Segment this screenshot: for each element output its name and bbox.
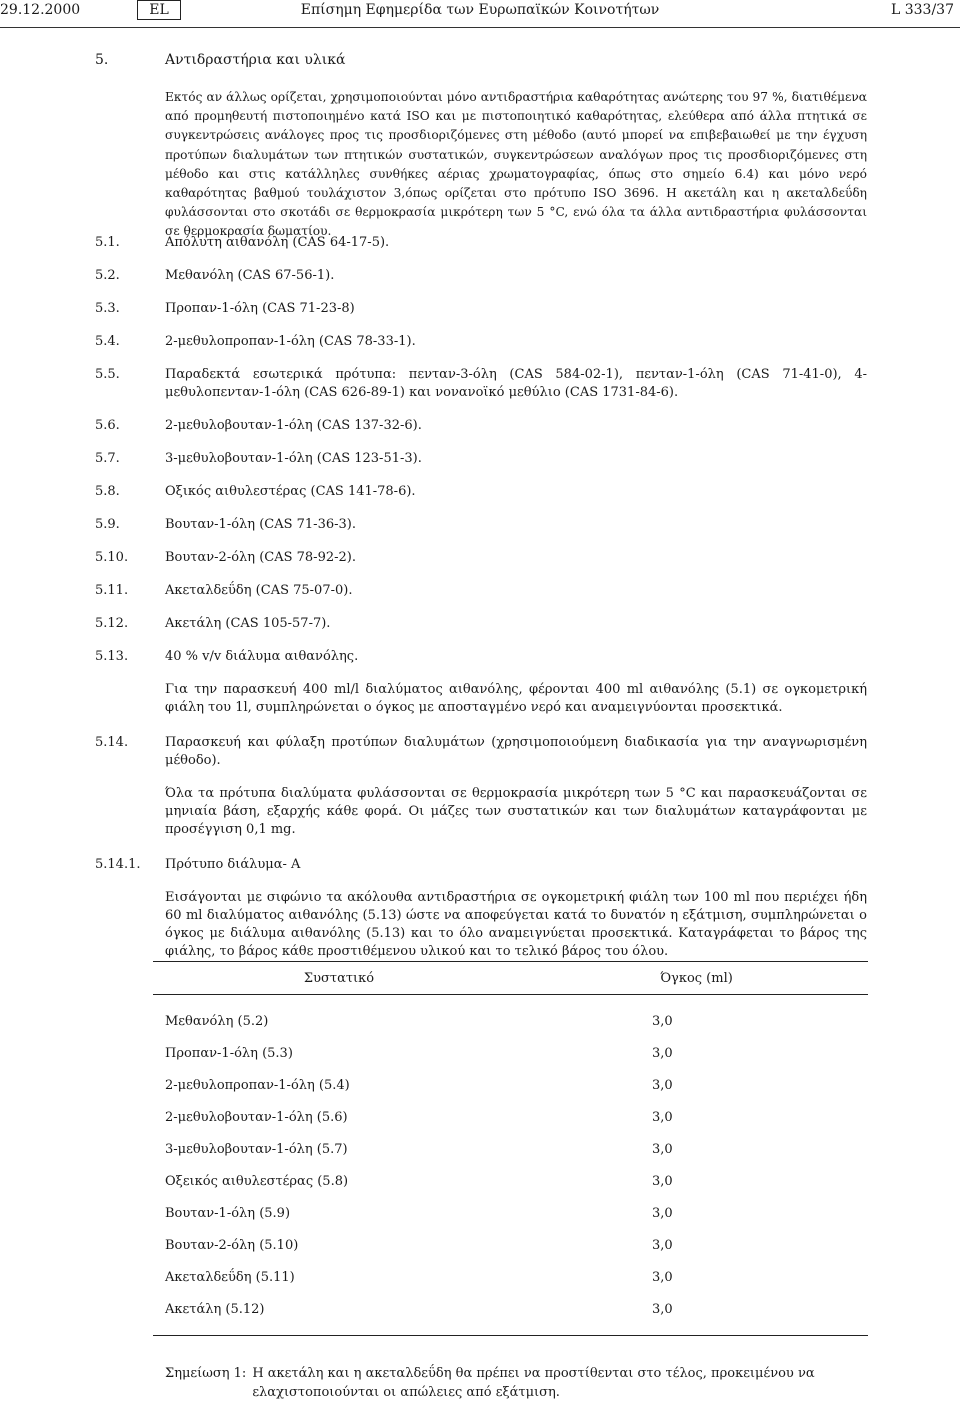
table-cell: 3,0 [652,1237,673,1253]
table-row [153,1261,868,1293]
table-cell: Βουταν-2-όλη (5.10) [165,1237,299,1253]
table-cell: Βουταν-1-όλη (5.9) [165,1205,291,1221]
item-number: 5.14.1. [95,857,141,872]
list-item [95,300,867,318]
item-text: Πρότυπο διάλυμα- Α [165,857,301,872]
section-number: 5. [95,52,109,68]
item-text: Προπαν-1-όλη (CAS 71-23-8) [165,301,355,316]
item-number: 5.4. [95,334,120,349]
item-text: Απόλυτη αιθανόλη (CAS 64-17-5). [165,235,390,250]
item-text: Βουταν-1-όλη (CAS 71-36-3). [165,517,356,532]
table-cell: 3,0 [652,1045,673,1061]
note-label: Σημείωση 1: [165,1366,247,1381]
paragraph-5-14: Όλα τα πρότυπα διαλύματα φυλάσσονται σε θερμοκρασία μικρότερη των 5 °C και παρασκευάζονται σε μηνιαία βάση, εξαρχής κάθε φορά. Οι μάζες των συστατικών και των διαλυμάτων καταγράφονται με προσέγγιση 0,1 mg. [165,786,867,837]
table-spacer [153,995,868,1006]
item-text: 3-μεθυλοβουταν-1-όλη (CAS 123-51-3). [165,451,422,466]
standard-solution-table [153,961,868,1336]
column-header-volume: Όγκος (ml) [525,962,868,995]
section-heading [95,52,346,68]
reagent-list [95,234,867,978]
table-row [153,1197,868,1229]
list-item [95,483,867,501]
table-cell: 3,0 [652,1301,673,1317]
item-text: Παρασκευή και φύλαξη προτύπων διαλυμάτων (χρησιμοποιούμενη διαδικασία για την αναγνωρισμένη μέθοδο). [165,735,867,768]
item-number: 5.9. [95,517,120,532]
table-cell: Οξεικός αιθυλεστέρας (5.8) [165,1173,349,1189]
item-text: Ακετάλη (CAS 105-57-7). [165,616,331,631]
item-number: 5.11. [95,583,129,598]
table-cell: 3,0 [652,1141,673,1157]
table-row [153,1037,868,1069]
item-text: 40 % v/v διάλυμα αιθανόλης. [165,649,359,664]
table-row [153,1229,868,1261]
item-text: 2-μεθυλοπροπαν-1-όλη (CAS 78-33-1). [165,334,416,349]
table-cell: Προπαν-1-όλη (5.3) [165,1045,293,1061]
list-item [95,450,867,468]
table-cell: 2-μεθυλοπροπαν-1-όλη (5.4) [165,1077,350,1093]
list-item [95,648,867,666]
page-header [0,0,960,30]
table-cell: 3,0 [652,1269,673,1285]
table-cell: 3,0 [652,1109,673,1125]
item-number: 5.3. [95,301,120,316]
footnote [165,1364,867,1402]
table-cell: Ακεταλδεΰδη (5.11) [165,1269,295,1285]
item-number: 5.6. [95,418,120,433]
table-cell: 3-μεθυλοβουταν-1-όλη (5.7) [165,1141,348,1157]
table-row [153,1133,868,1165]
item-text: Μεθανόλη (CAS 67-56-1). [165,268,335,283]
paragraph-5-13: Για την παρασκευή 400 ml/l διαλύματος αιθανόλης, φέρονται 400 ml αιθανόλης (5.1) σε ογκομετρική φιάλη του 1l, συμπληρώνεται ο όγκος με αποσταγμένο νερό και αναμειγνύονται προσεκτικά. [165,682,867,715]
table-cell: Μεθανόλη (5.2) [165,1013,269,1029]
list-item [95,333,867,351]
item-number: 5.5. [95,367,120,382]
item-text: Παραδεκτά εσωτερικά πρότυπα: πενταν-3-όλη (CAS 584-02-1), πενταν-1-όλη (CAS 71-41-0), 4-μεθυλοπενταν-1-όλη (CAS 626-89-1) και νονανοϊκό μεθύλιο (CAS 1731-84-6). [165,367,867,400]
note-text: Η ακετάλη και η ακεταλδεΰδη θα πρέπει να προστίθενται στο τέλος, προκειμένου να ελαχιστοποιούνται οι απώλειες από εξάτμιση. [252,1366,815,1400]
list-item [95,417,867,435]
list-item [95,582,867,600]
item-number: 5.14. [95,735,129,750]
table-row [153,1165,868,1197]
list-item [95,615,867,633]
list-item [95,549,867,567]
item-number: 5.13. [95,649,129,664]
list-item [95,856,867,874]
table-cell: 3,0 [652,1013,673,1029]
paragraph-5-14-1: Εισάγονται με σιφώνιο τα ακόλουθα αντιδραστήρια σε ογκομετρική φιάλη των 100 ml που περιέχει ήδη 60 ml διαλύματος αιθανόλης (5.13) ώστε να αποφεύγεται κατά το δυνατόν η εξάτμιση, συμπληρώνεται ο όγκος με διάλυμα αιθανόλης (5.13) και το όλο αναμειγνύεται προσεκτικά. Καταγράφεται το βάρος της φιάλης, το βάρος κάθε προστιθέμενου υλικού και το τελικό βάρος του όλου. [165,890,867,959]
item-number: 5.10. [95,550,129,565]
list-item [95,267,867,285]
publication-date: 29.12.2000 [0,2,81,18]
table-row [153,1293,868,1325]
item-number: 5.1. [95,235,120,250]
item-number: 5.8. [95,484,120,499]
item-text: Βουταν-2-όλη (CAS 78-92-2). [165,550,356,565]
header-rule [0,27,960,28]
item-text: Οξικός αιθυλεστέρας (CAS 141-78-6). [165,484,416,499]
table-header-row [153,962,868,995]
language-code-box: EL [137,0,181,20]
list-item [95,516,867,534]
page-number: L 333/37 [891,2,954,18]
table-spacer [153,1325,868,1336]
item-number: 5.12. [95,616,129,631]
list-item [95,234,867,252]
list-item [95,366,867,402]
table-cell: 3,0 [652,1205,673,1221]
table-cell: Ακετάλη (5.12) [165,1301,265,1317]
table-cell: 3,0 [652,1077,673,1093]
journal-title: Επίσημη Εφημερίδα των Ευρωπαϊκών Κοινοτήτων [300,2,660,18]
table-cell: 3,0 [652,1173,673,1189]
table-row [153,1005,868,1037]
table-row [153,1101,868,1133]
table-row [153,1069,868,1101]
list-item [95,734,867,770]
item-text: Ακεταλδεΰδη (CAS 75-07-0). [165,583,353,598]
table-cell: 2-μεθυλοβουταν-1-όλη (5.6) [165,1109,348,1125]
item-text: 2-μεθυλοβουταν-1-όλη (CAS 137-32-6). [165,418,422,433]
column-header-component: Συστατικό [153,962,525,995]
section-title: Αντιδραστήρια και υλικά [165,52,346,68]
item-number: 5.2. [95,268,120,283]
intro-paragraph: Εκτός αν άλλως ορίζεται, χρησιμοποιούνται μόνο αντιδραστήρια καθαρότητας ανώτερης του 97 %, διατιθέμενα από προμηθευτή πιστοποιημένο κατά ISO και με πιστοποιητικό καθαρότητας, ελεύθερα από άλλα πτητικά σε συγκεντρώσεις ανάλογες προς τις προσδιοριζόμενες στη μέθοδο (αυτό μπορεί να επιβεβαιωθεί με την έγχυση προτύπων διαλυμάτων των πτητικών συστατικών, συγκεντρώσεων αναλόγων προς τις προσδιοριζόμενες στη μέθοδο και στις κατάλληλες συνθήκες αέριας χρωματογραφίας, όπως στο σημείο 6.4) και μόνο νερό καθαρότητας βαθμού τουλάχιστον 3,όπως ορίζεται στο πρότυπο ISO 3696. Η ακετάλη και η ακεταλδεΰδη φυλάσσονται στο σκοτάδι σε θερμοκρασία μικρότερη των 5 °C, ενώ όλα τα άλλα αντιδραστήρια φυλάσσονται σε θερμοκρασία δωματίου. [165,90,867,239]
item-number: 5.7. [95,451,120,466]
